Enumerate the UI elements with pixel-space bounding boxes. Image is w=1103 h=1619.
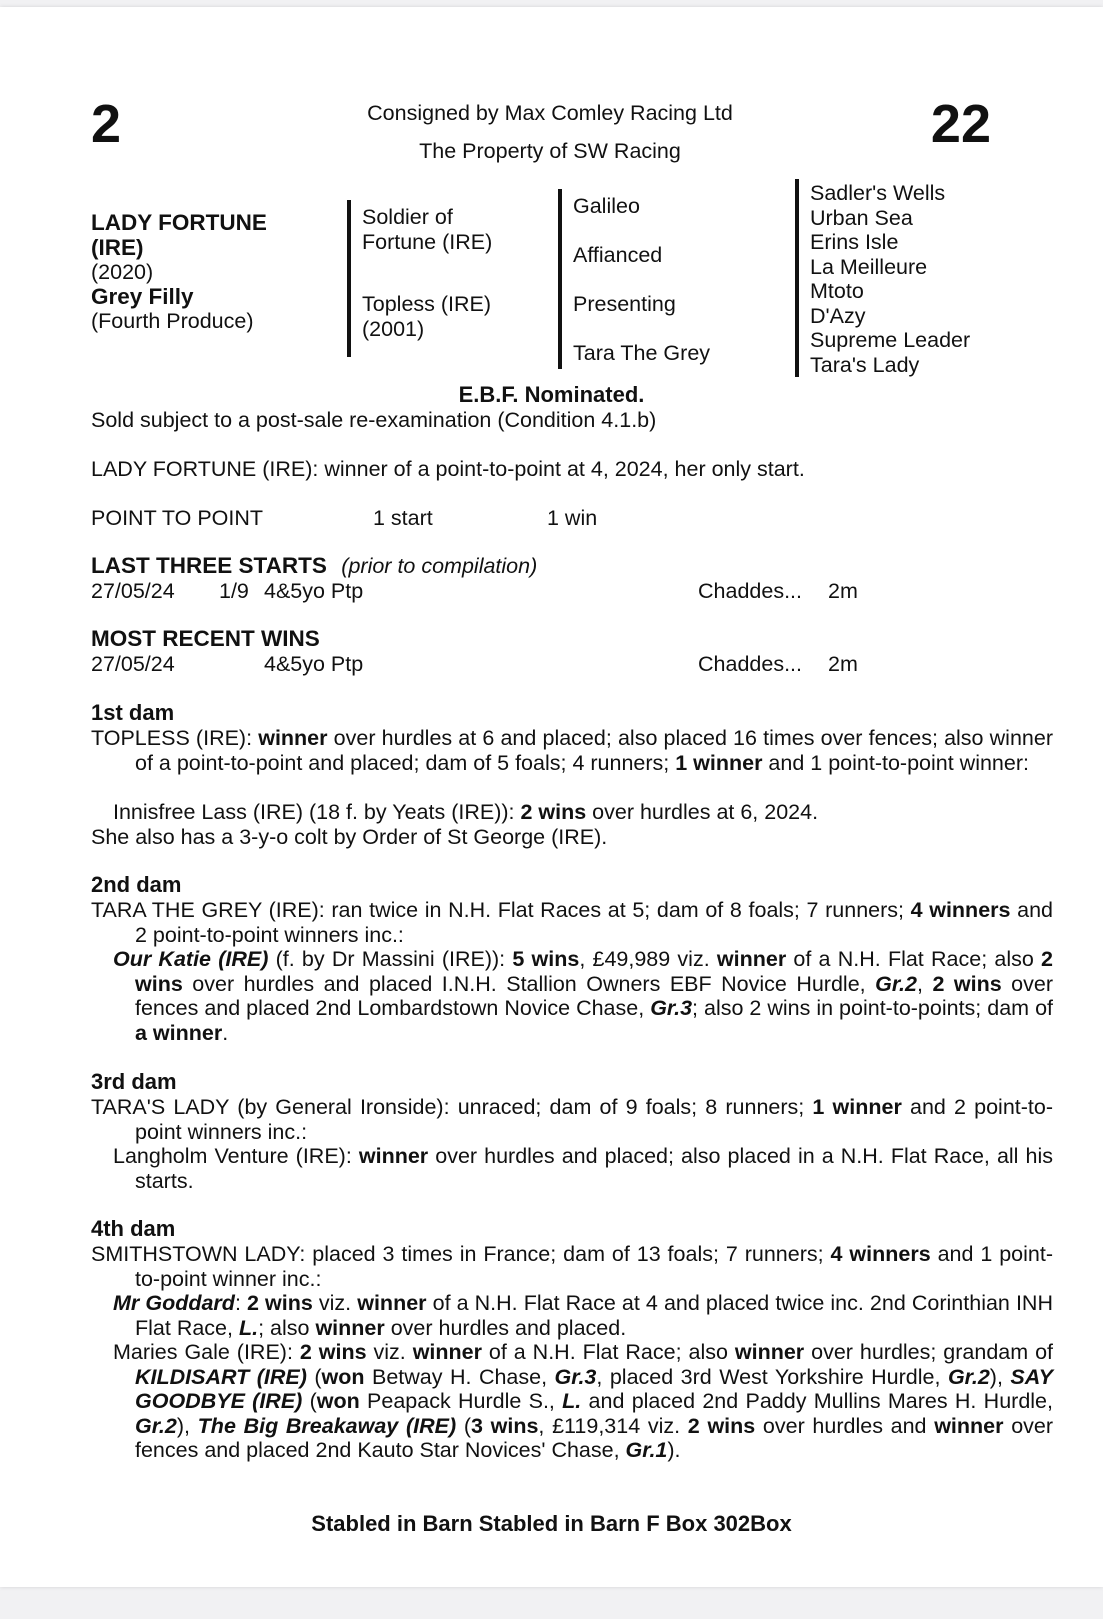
dam4-p3-f: winner bbox=[734, 1340, 805, 1364]
pedigree-bracket-3 bbox=[795, 179, 799, 377]
recent-wins-date: 27/05/24 bbox=[91, 652, 175, 676]
dam1-prog-a: Innisfree Lass (IRE) (18 f. by Yeats (IRE)): bbox=[113, 800, 521, 824]
dam4-p2-e: winner bbox=[357, 1291, 427, 1315]
gen3-0: Sadler's Wells bbox=[810, 181, 946, 205]
dam4-p2-d: viz. bbox=[312, 1291, 358, 1315]
dam1-prog-b: 2 wins bbox=[520, 800, 587, 824]
dam4-text-b: 4 winners bbox=[830, 1242, 931, 1266]
dam4-p3-b: 2 wins bbox=[299, 1340, 367, 1364]
dam2-paragraph bbox=[91, 898, 1053, 947]
dam4-p3-t: L. bbox=[562, 1389, 582, 1413]
dam4-p3-a: Maries Gale (IRE): bbox=[113, 1340, 300, 1364]
dam4-text-a: SMITHSTOWN LADY: placed 3 times in France; dam of 13 foals; 7 runners; bbox=[91, 1242, 831, 1266]
dam-line2: (2001) bbox=[362, 316, 425, 341]
horse-country: (IRE) bbox=[91, 234, 144, 260]
dam4-p3-y: ( bbox=[456, 1413, 471, 1438]
last-three-header bbox=[91, 554, 537, 579]
gen3-3: La Meilleure bbox=[810, 254, 928, 279]
pedigree-gen2-3: Tara The Grey bbox=[573, 341, 711, 365]
dam1-text-a: TOPLESS (IRE): bbox=[91, 726, 259, 750]
pedigree-gen2-0: Galileo bbox=[573, 194, 640, 218]
dam4-p2-i: winner bbox=[315, 1315, 385, 1340]
dam4-p3-aa: , £119,314 viz. bbox=[538, 1413, 688, 1438]
last-three-dist: 2m bbox=[828, 579, 858, 603]
dam4-p3-l: Gr.3 bbox=[554, 1364, 597, 1389]
last-three-heading: LAST THREE STARTS bbox=[91, 553, 327, 578]
dam2-progeny bbox=[91, 947, 1053, 1045]
dam3-heading: 3rd dam bbox=[91, 1069, 177, 1094]
last-three-race: 4&5yo Ptp bbox=[264, 579, 364, 603]
dam4-p3-q: ( bbox=[302, 1389, 317, 1413]
pedigree-gen3 bbox=[810, 181, 970, 377]
recent-wins-race: 4&5yo Ptp bbox=[264, 652, 364, 676]
pedigree-sire bbox=[362, 205, 492, 254]
dam4-p3-af: Gr.1 bbox=[625, 1438, 668, 1462]
dam3-text-c: and 2 point-to-point winners inc.: bbox=[135, 1095, 1053, 1144]
recent-wins-heading: MOST RECENT WINS bbox=[91, 626, 320, 651]
dam2-text-a: TARA THE GREY (IRE): ran twice in N.H. Flat Races at 5; dam of 8 foals; 7 runners; bbox=[91, 898, 911, 922]
dam4-p3-ad: winner bbox=[934, 1413, 1004, 1438]
dam-line1: Topless (IRE) bbox=[362, 292, 492, 316]
catalogue-page bbox=[0, 7, 1103, 1587]
dam4-p3-m: , placed 3rd West Yorkshire Hurdle, bbox=[596, 1364, 948, 1389]
dam2-prog-k: 2 wins bbox=[932, 971, 1002, 996]
dam2-text-c: and 2 point-to-point winners inc.: bbox=[135, 898, 1053, 947]
dam4-p3-ag: ). bbox=[667, 1438, 681, 1462]
dam1-paragraph bbox=[91, 726, 1053, 775]
dam3-prog-b: winner bbox=[358, 1144, 429, 1168]
dam4-p3-d: winner bbox=[412, 1340, 482, 1364]
gen3-4: Mtoto bbox=[810, 279, 864, 303]
pedigree-gen2-1: Affianced bbox=[573, 243, 663, 267]
dam4-p2-g: L. bbox=[238, 1315, 259, 1340]
dam4-p2-h: ; also bbox=[258, 1315, 316, 1340]
dam4-p3-o: ), bbox=[989, 1364, 1011, 1389]
dam2-prog-m: Gr.3 bbox=[650, 996, 693, 1020]
record-wins: 1 win bbox=[547, 506, 598, 530]
dam2-prog-l: over fences and placed 2nd Lombardstown Novice Chase, bbox=[135, 971, 1053, 1020]
dam4-p3-x: The Big Breakaway (IRE) bbox=[197, 1413, 457, 1438]
dam4-progeny-2 bbox=[91, 1340, 1053, 1463]
dam4-progeny-1 bbox=[91, 1291, 1053, 1340]
dam2-prog-j: , bbox=[916, 971, 933, 996]
dam1-text-d: 1 winner bbox=[675, 750, 763, 775]
dam4-p3-v: Gr.2 bbox=[135, 1413, 177, 1438]
dam2-prog-c: 5 wins bbox=[512, 947, 580, 971]
horse-name: LADY FORTUNE bbox=[91, 210, 267, 235]
dam3-text-a: TARA'S LADY (by General Ironside): unraced; dam of 9 foals; 8 runners; bbox=[91, 1095, 813, 1119]
dam4-p3-ab: 2 wins bbox=[687, 1413, 756, 1438]
dam4-p3-s: Peapack Hurdle S., bbox=[359, 1389, 563, 1413]
dam4-p3-e: of a N.H. Flat Race; also bbox=[481, 1340, 735, 1364]
horse-summary: LADY FORTUNE (IRE): winner of a point-to-point at 4, 2024, her only start. bbox=[91, 457, 805, 481]
last-three-note: (prior to compilation) bbox=[341, 554, 538, 578]
dam4-p3-ae: over fences and placed 2nd Kauto Star Novices' Chase, bbox=[135, 1413, 1054, 1462]
dam1-text-c: over hurdles at 6 and placed; also placed 16 times over fences; also winner of a point-to-point and placed; dam of 5 foals; 4 runners; bbox=[135, 726, 1053, 775]
dam2-text-b: 4 winners bbox=[910, 898, 1011, 922]
sire-line1: Soldier of bbox=[362, 205, 453, 229]
dam3-prog-c: over hurdles and placed; also placed in a N.H. Flat Race, all his starts. bbox=[135, 1144, 1053, 1193]
pedigree-bracket-2 bbox=[558, 189, 562, 369]
dam2-prog-o: a winner bbox=[135, 1020, 223, 1045]
horse-produce: (Fourth Produce) bbox=[91, 309, 254, 333]
dam4-p2-b: : bbox=[234, 1291, 247, 1315]
dam1-prog-c: over hurdles at 6, 2024. bbox=[586, 800, 819, 824]
dam4-p3-c: viz. bbox=[366, 1340, 413, 1364]
last-three-course: Chaddes... bbox=[698, 579, 802, 603]
dam4-p3-h: KILDISART (IRE) bbox=[135, 1364, 307, 1389]
dam4-p3-z: 3 wins bbox=[470, 1413, 539, 1438]
dam2-prog-d: , £49,989 viz. bbox=[579, 947, 717, 971]
pedigree-bracket-1 bbox=[347, 200, 351, 357]
dam4-p3-i: ( bbox=[306, 1364, 322, 1389]
pedigree-gen2-2: Presenting bbox=[573, 292, 676, 316]
dam4-p3-u: and placed 2nd Paddy Mullins Mares H. Hurdle, bbox=[581, 1389, 1053, 1413]
dam3-prog-a: Langholm Venture (IRE): bbox=[113, 1144, 359, 1168]
last-three-pos: 1/9 bbox=[219, 579, 249, 603]
dam4-p2-j: over hurdles and placed. bbox=[384, 1315, 627, 1340]
recent-wins-course: Chaddes... bbox=[698, 652, 802, 676]
dam4-p2-name: Mr Goddard bbox=[113, 1291, 235, 1315]
gen3-5: D'Azy bbox=[810, 303, 866, 328]
stabling-footer: Stabled in Barn Stabled in Barn F Box 302Box bbox=[311, 1511, 792, 1536]
sold-subject-note: Sold subject to a post-sale re-examination (Condition 4.1.b) bbox=[91, 408, 657, 432]
dam2-heading: 2nd dam bbox=[91, 872, 182, 897]
property-line: The Property of SW Racing bbox=[419, 139, 681, 163]
dam1-progeny bbox=[91, 800, 1053, 825]
consignor-line: Consigned by Max Comley Racing Ltd bbox=[367, 101, 733, 125]
recent-wins-dist: 2m bbox=[828, 652, 858, 676]
record-label: POINT TO POINT bbox=[91, 506, 264, 530]
gen3-2: Erins Isle bbox=[810, 230, 899, 254]
lot-number-right: 22 bbox=[930, 94, 991, 154]
dam2-prog-f: of a N.H. Flat Race; also bbox=[786, 947, 1042, 971]
dam2-prog-name: Our Katie (IRE) bbox=[113, 947, 269, 971]
dam4-p2-c: 2 wins bbox=[247, 1291, 313, 1315]
record-starts: 1 start bbox=[373, 506, 433, 530]
dam4-p2-f: of a N.H. Flat Race at 4 and placed twice inc. 2nd Corinthian INH Flat Race, bbox=[135, 1291, 1053, 1340]
dam2-prog-p: . bbox=[222, 1020, 229, 1045]
dam4-p3-p: SAY GOODBYE (IRE) bbox=[135, 1364, 1054, 1413]
dam1-heading: 1st dam bbox=[91, 700, 175, 725]
dam4-p3-n: Gr.2 bbox=[947, 1364, 990, 1389]
dam4-p3-k: Betway H. Chase, bbox=[364, 1364, 555, 1389]
dam3-paragraph bbox=[91, 1095, 1053, 1144]
dam2-prog-i: Gr.2 bbox=[875, 971, 917, 996]
dam4-paragraph bbox=[91, 1242, 1053, 1291]
dam4-p3-g: over hurdles; grandam of bbox=[804, 1340, 1054, 1364]
gen3-6: Supreme Leader bbox=[810, 328, 971, 352]
dam4-p3-ac: over hurdles and bbox=[755, 1413, 935, 1438]
lot-number-left: 2 bbox=[91, 94, 122, 154]
pedigree-dam bbox=[362, 292, 491, 341]
dam4-heading: 4th dam bbox=[91, 1216, 176, 1241]
gen3-7: Tara's Lady bbox=[810, 352, 920, 377]
horse-year: (2020) bbox=[91, 260, 154, 284]
dam1-text-e: and 1 point-to-point winner: bbox=[762, 750, 1029, 775]
dam2-prog-g: 2 wins bbox=[135, 947, 1054, 996]
dam3-text-b: 1 winner bbox=[812, 1095, 902, 1119]
dam4-p3-w: ), bbox=[176, 1413, 198, 1438]
dam2-prog-e: winner bbox=[716, 947, 787, 971]
dam2-prog-b: (f. by Dr Massini (IRE)): bbox=[268, 947, 513, 971]
sire-line2: Fortune (IRE) bbox=[362, 229, 493, 254]
gen3-1: Urban Sea bbox=[810, 205, 913, 230]
dam2-prog-n: ; also 2 wins in point-to-points; dam of bbox=[692, 996, 1053, 1020]
dam4-p3-j: won bbox=[321, 1364, 365, 1389]
dam2-prog-h: over hurdles and placed I.N.H. Stallion Owners EBF Novice Hurdle, bbox=[182, 971, 876, 996]
dam1-note: She also has a 3-y-o colt by Order of St George (IRE). bbox=[91, 825, 608, 849]
dam3-progeny bbox=[91, 1144, 1053, 1193]
dam1-text-b: winner bbox=[258, 726, 328, 750]
last-three-date: 27/05/24 bbox=[91, 579, 175, 603]
horse-sex: Grey Filly bbox=[91, 283, 194, 309]
dam4-text-c: and 1 point-to-point winner inc.: bbox=[135, 1242, 1054, 1291]
dam4-p3-r: won bbox=[316, 1389, 360, 1413]
ebf-nominated: E.B.F. Nominated. bbox=[458, 382, 645, 407]
horse-info bbox=[91, 211, 267, 334]
